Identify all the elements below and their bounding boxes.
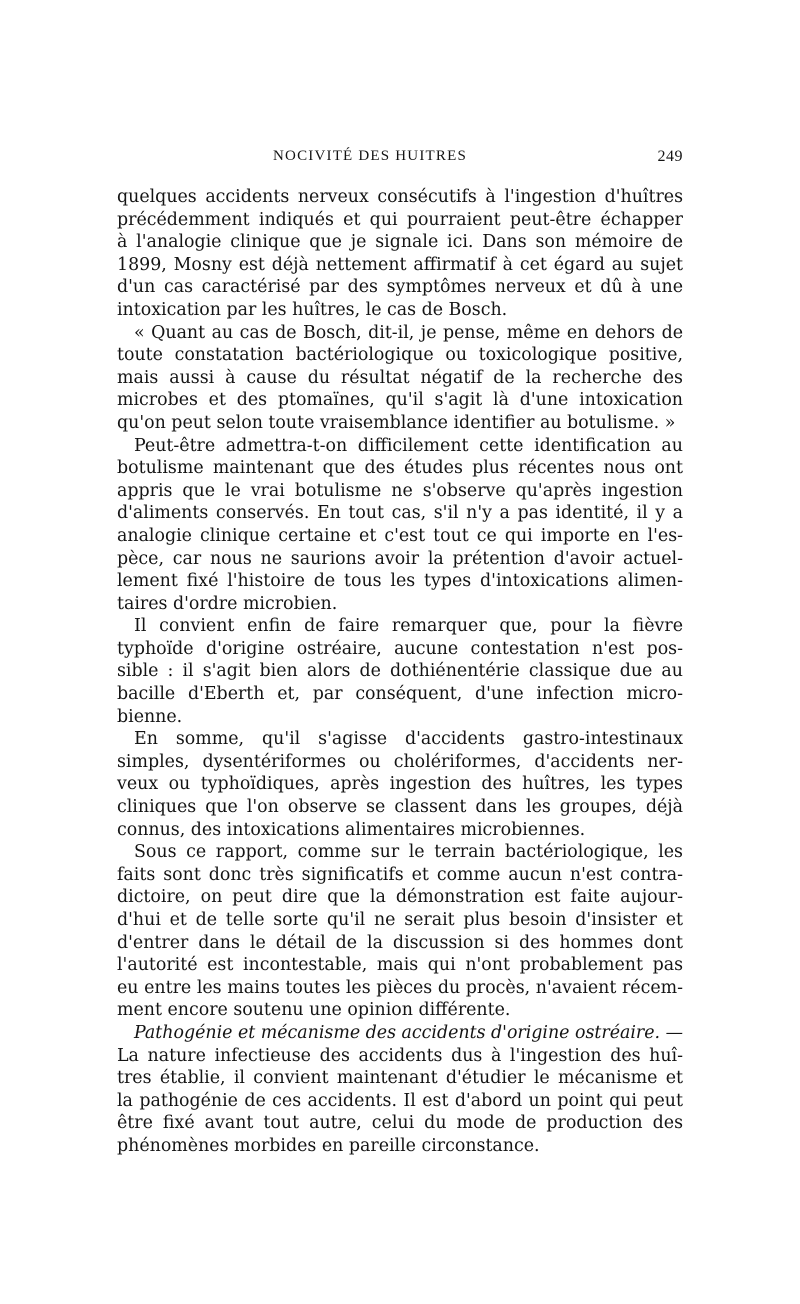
text-line: appris que le vrai botulisme ne s'observe qu'après ingestion [117, 480, 683, 501]
paragraph [117, 728, 683, 841]
text-line: « Quant au cas de Bosch, dit-il, je pense, même en dehors de [134, 322, 683, 343]
text-line: Il convient enfin de faire remarquer que, pour la fièvre [134, 616, 683, 637]
body-text [117, 186, 683, 1158]
text-line: eu entre les mains toutes les pièces du procès, n'avaient récem- [117, 977, 683, 998]
text-line: 1899, Mosny est déjà nettement affirmatif à cet égard au sujet [117, 254, 683, 275]
paragraph [117, 615, 683, 728]
text-line: phénomènes morbides en pareille circonstance. [117, 1135, 540, 1156]
text-line: tres établie, il convient maintenant d'étudier le mécanisme et [117, 1068, 683, 1089]
text-line: lement fixé l'histoire de tous les types d'intoxications alimen- [117, 571, 683, 592]
text-line: analogie clinique certaine et c'est tout ce qui importe en l'es- [117, 525, 683, 546]
text-line: la pathogénie de ces accidents. Il est d'abord un point qui peut [117, 1090, 683, 1111]
text-line: ment encore soutenu une opinion différente. [117, 1000, 511, 1021]
text-line: microbes et des ptomaïnes, qu'il s'agit là d'une intoxication [117, 390, 683, 411]
running-title: NOCIVITÉ DES HUITRES [273, 148, 467, 164]
text-line: d'aliments conservés. En tout cas, s'il n'y a pas identité, il y a [117, 503, 683, 524]
text-line: intoxication par les huîtres, le cas de Bosch. [117, 299, 508, 320]
paragraph [117, 1022, 683, 1158]
text-line: à l'analogie clinique que je signale ici. Dans son mémoire de [117, 232, 683, 253]
text-line: d'hui et de telle sorte qu'il ne serait plus besoin d'insister et [117, 910, 683, 930]
text-line: l'autorité est incontestable, mais qui n'ont probablement pas [117, 955, 683, 976]
text-line: d'entrer dans le détail de la discussion si des hommes dont [117, 932, 683, 953]
text-line: veux ou typhoïdiques, après ingestion des huîtres, les types [117, 774, 683, 795]
book-page [117, 140, 683, 1158]
running-head [117, 140, 683, 170]
page-number: 249 [657, 148, 683, 165]
paragraph [117, 322, 683, 435]
text-line: En somme, qu'il s'agisse d'accidents gastro-intestinaux [134, 729, 683, 750]
paragraph [117, 841, 683, 1022]
text-line: mais aussi à cause du résultat négatif de la recherche des [117, 367, 683, 388]
paragraph [117, 186, 683, 322]
text-line: cliniques que l'on observe se classent dans les groupes, déjà [117, 797, 683, 818]
text-line: bienne. [117, 706, 183, 727]
text-line: faits sont donc très significatifs et comme aucun n'est contra- [117, 864, 683, 885]
text-line: connus, des intoxications alimentaires microbiennes. [117, 819, 586, 840]
text-line: simples, dysentériformes ou cholériformes, d'accidents ner- [117, 751, 683, 772]
text-line: quelques accidents nerveux consécutifs à l'ingestion d'huîtres [117, 187, 683, 207]
text-line: qu'on peut selon toute vraisemblance identifier au botulisme. » [117, 412, 676, 433]
paragraph [117, 435, 683, 616]
text-line: Sous ce rapport, comme sur le terrain bactériologique, les [134, 842, 683, 863]
text-line: être fixé avant tout autre, celui du mode de production des [117, 1113, 683, 1134]
text-line: sible : il s'agit bien alors de dothiénentérie classique due au [117, 661, 683, 682]
text-line: La nature infectieuse des accidents dus à l'ingestion des huî- [117, 1045, 683, 1066]
text-line: bacille d'Eberth et, par conséquent, d'une infection micro- [117, 684, 683, 705]
text-line: dictoire, on peut dire que la démonstration est faite aujour- [117, 887, 683, 908]
section-heading: Pathogénie et mécanisme des accidents d'origine ostréaire. — [134, 1022, 683, 1043]
text-line: précédemment indiqués et qui pourraient peut-être échapper [117, 209, 683, 230]
text-line: d'un cas caractérisé par des symptômes nerveux et dû à une [117, 277, 683, 298]
section-heading-line [117, 1022, 683, 1045]
text-line: Peut-être admettra-t-on difficilement cette identification au [134, 435, 683, 456]
text-line: toute constatation bactériologique ou toxicologique positive, [117, 345, 683, 366]
text-line: pèce, car nous ne saurions avoir la prétention d'avoir actuel- [117, 548, 683, 569]
text-line: taires d'ordre microbien. [117, 593, 338, 614]
text-line: botulisme maintenant que des études plus récentes nous ont [117, 458, 683, 479]
text-line: typhoïde d'origine ostréaire, aucune contestation n'est pos- [117, 638, 683, 659]
